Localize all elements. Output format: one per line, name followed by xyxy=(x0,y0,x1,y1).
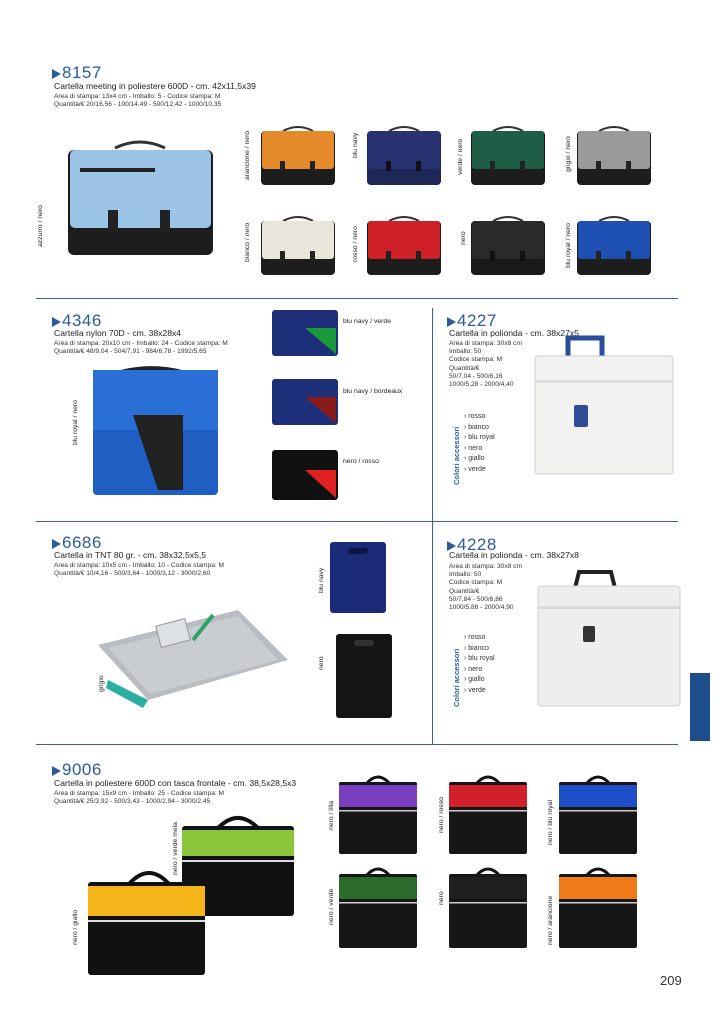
accessories-list: › rosso › bianco › blu royal › nero › giallo › verde xyxy=(464,413,495,473)
bag-variant-royal xyxy=(574,215,654,277)
color-label: blu navy / bordeaux xyxy=(343,388,403,395)
color-label: nero / verde xyxy=(328,888,335,925)
section-divider xyxy=(36,298,678,299)
product-prices: Quantità/€ 25/3,92 - 500/3,43 - 1000/2,94 - 3000/2,45 xyxy=(54,798,211,805)
case-image-4227 xyxy=(530,330,680,480)
color-label: nero / arancione xyxy=(547,895,554,945)
product-info: Area di stampa: 20x10 cm - Imballo: 24 - Codice stampa: M xyxy=(54,340,228,347)
color-label: arancione / nero xyxy=(244,130,251,180)
product-info: Area di stampa: 10x5 cm - Imballo: 10 - Codice stampa: M xyxy=(54,562,225,569)
bag-variant-9006-orange xyxy=(556,862,640,950)
product-title: Cartella in polionda - cm. 38x27x8 xyxy=(449,550,579,560)
product-info-block: Area di stampa: 30x8 cm Imballo: 50 Codice stampa: M Quantità/€ 50/7,04 - 500/6,16 1000/5,28 - 2000/4,40 xyxy=(449,340,522,389)
color-label: nero / giallo xyxy=(72,909,79,945)
case-image-4228 xyxy=(535,568,685,710)
product-title: Cartella meeting in poliestere 600D - cm. 42x11,5x39 xyxy=(54,81,256,91)
bag-variant-white xyxy=(258,215,338,277)
bag-variant-red xyxy=(364,215,444,277)
color-label: azzurro / nero xyxy=(37,205,44,247)
color-label: blu royal / nero xyxy=(72,400,79,445)
color-label: bianco / nero xyxy=(244,222,251,262)
accessories-title: Colori accessori xyxy=(452,426,461,485)
bag-variant-9006-lilac xyxy=(336,770,420,856)
bag-variant-9006-green xyxy=(336,862,420,950)
bag-variant-6686-navy xyxy=(328,540,388,615)
bag-image-6686-main xyxy=(88,600,293,715)
color-label: nero / blu royal xyxy=(547,800,554,845)
product-code-4346: 4346 xyxy=(52,312,102,330)
section-divider xyxy=(36,521,678,522)
product-info-block: Area di stampa: 30x8 cm Imballo: 50 Codice stampa: M Quantità/€ 50/7,84 - 500/6,86 1000/5,88 - 2000/4,90 xyxy=(449,563,522,612)
product-prices: Quantità/€ 20/16,56 - 100/14,49 - 500/12,42 - 1000/10,35 xyxy=(54,101,222,108)
product-info: Area di stampa: 13x4 cm - Imballo: 5 - Codice stampa: M xyxy=(54,93,221,100)
bag-variant-9006-royal xyxy=(556,770,640,856)
product-title: Cartella in polionda - cm. 38x27x5 xyxy=(449,328,579,338)
product-code-4228: 4228 xyxy=(447,536,497,554)
product-prices: Quantità/€ 10/4,16 - 500/3,64 - 1000/3,12 - 3000/2,60 xyxy=(54,570,211,577)
bag-variant-navy-green xyxy=(270,308,340,358)
accessories-list: › rosso › bianco › blu royal › nero › giallo › verde xyxy=(464,634,495,694)
section-tab xyxy=(690,673,710,741)
color-label: nero xyxy=(438,891,445,905)
bag-variant-black-red xyxy=(270,448,340,503)
bag-variant-black xyxy=(468,215,548,277)
color-label: nero / rosso xyxy=(438,797,445,833)
bag-image-4346-main xyxy=(88,360,228,500)
color-label: blu royal / nero xyxy=(565,223,572,268)
accessories-title: Colori accessori xyxy=(452,648,461,707)
bag-image-9006-yellow xyxy=(84,862,209,977)
color-label: nero xyxy=(318,656,325,670)
bag-variant-navy xyxy=(364,125,444,187)
color-label: grigio / nero xyxy=(565,136,572,172)
product-title: Cartella in poliestere 600D con tasca frontale - cm. 38,5x28,5x3 xyxy=(54,778,297,788)
bag-variant-9006-black xyxy=(446,862,530,950)
product-code-6686: 6686 xyxy=(52,534,102,552)
bag-variant-orange xyxy=(258,125,338,187)
product-code-8157: 8157 xyxy=(52,64,102,82)
color-label: blu navy xyxy=(318,567,325,593)
color-label: blu navy xyxy=(352,132,359,158)
color-label: rosso / nero xyxy=(352,226,359,262)
page-number: 209 xyxy=(660,973,682,988)
bag-variant-6686-black xyxy=(334,632,394,720)
bag-variant-green xyxy=(468,125,548,187)
product-code-9006: 9006 xyxy=(52,761,102,779)
product-title: Cartella nylon 70D - cm. 38x28x4 xyxy=(54,328,182,338)
bag-image-8157-main xyxy=(60,140,220,260)
bag-variant-9006-red xyxy=(446,770,530,856)
color-label: nero / verde mela xyxy=(172,822,179,875)
color-label: blu navy / verde xyxy=(343,318,391,325)
column-divider xyxy=(432,308,433,744)
color-label: grigio xyxy=(98,675,105,692)
product-info: Area di stampa: 15x9 cm - Imballo: 25 - Codice stampa: M xyxy=(54,790,225,797)
color-label: verde / nero xyxy=(457,138,464,175)
color-label: nero xyxy=(460,231,467,245)
product-prices: Quantità/€ 48/9,04 - 504/7,91 - 984/6,78 - 1992/5,65 xyxy=(54,348,207,355)
section-divider xyxy=(36,744,678,745)
product-code-4227: 4227 xyxy=(447,312,497,330)
color-label: nero / lilla xyxy=(328,800,335,830)
product-title: Cartella in TNT 80 gr. - cm. 38x32,5x5,5 xyxy=(54,550,207,560)
bag-variant-navy-bordeaux xyxy=(270,377,340,427)
bag-variant-grey xyxy=(574,125,654,187)
color-label: nero / rosso xyxy=(343,458,379,465)
